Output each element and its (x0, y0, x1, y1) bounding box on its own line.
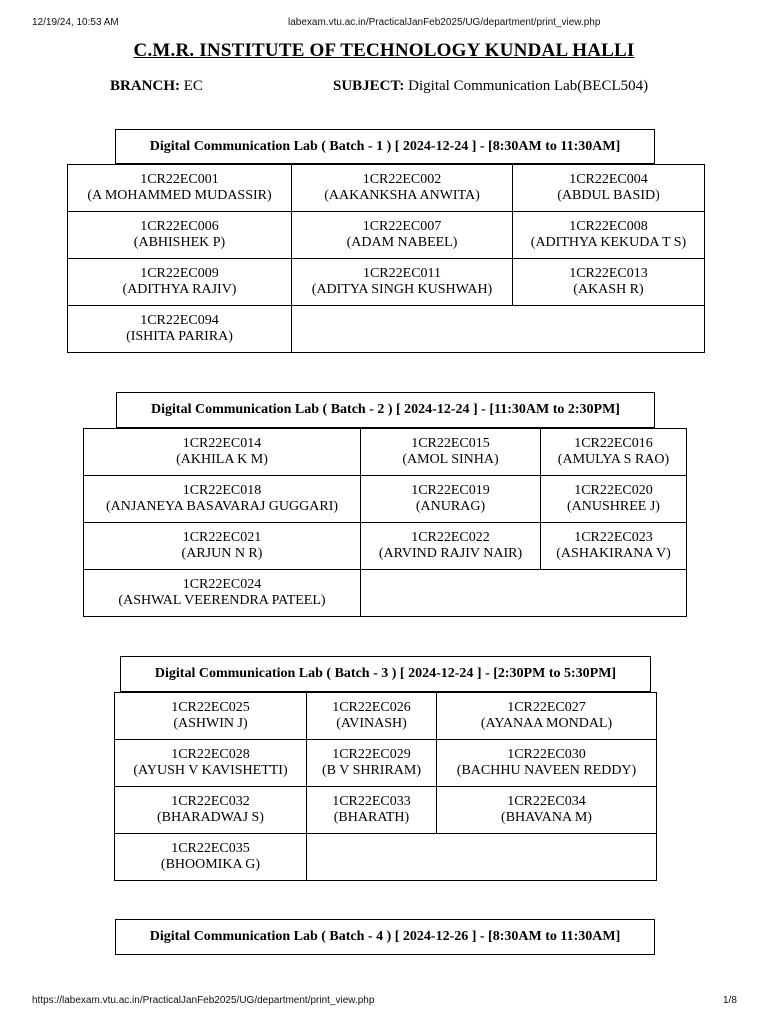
student-cell (307, 787, 437, 834)
student-cell (84, 476, 361, 523)
student-name: (BHOOMIKA G) (160, 857, 261, 872)
table-row (68, 165, 705, 212)
student-cell (307, 740, 437, 787)
student-cell (115, 740, 307, 787)
student-name: (ASHAKIRANA V) (556, 546, 671, 561)
student-name: (ANUSHREE J) (567, 499, 660, 514)
student-cell (68, 259, 292, 306)
table-row (115, 693, 657, 740)
usn: 1CR22EC027 (507, 700, 586, 715)
subject-label: SUBJECT: (333, 78, 405, 94)
student-name: (ADITHYA RAJIV) (122, 282, 237, 297)
student-name: (AKASH R) (573, 282, 644, 297)
student-name: (BHAVANA M) (501, 810, 592, 825)
student-name: (ANURAG) (415, 499, 486, 514)
usn: 1CR22EC030 (507, 747, 586, 762)
usn: 1CR22EC028 (171, 747, 250, 762)
student-name: (AMULYA S RAO) (557, 452, 670, 467)
branch-value: EC (183, 78, 203, 94)
student-name: (ASHWAL VEERENDRA PATEEL) (118, 593, 326, 608)
usn: 1CR22EC022 (411, 530, 490, 545)
usn: 1CR22EC004 (569, 172, 648, 187)
student-cell (84, 523, 361, 570)
usn: 1CR22EC020 (574, 483, 653, 498)
student-name: (B V SHRIRAM) (321, 763, 422, 778)
student-cell (541, 523, 687, 570)
student-name: (ANJANEYA BASAVARAJ GUGGARI) (105, 499, 339, 514)
student-cell (437, 693, 657, 740)
usn: 1CR22EC002 (362, 172, 442, 187)
print-footer-url: https://labexam.vtu.ac.in/PracticalJanFeb2025/UG/department/print_view.php (32, 995, 375, 1006)
student-cell (115, 787, 307, 834)
usn: 1CR22EC021 (182, 530, 262, 545)
usn: 1CR22EC019 (411, 483, 490, 498)
student-name: (AYUSH V KAVISHETTI) (133, 763, 288, 778)
table-row (115, 740, 657, 787)
table-row (68, 306, 705, 353)
batch-table (114, 692, 657, 881)
branch-info (110, 78, 203, 95)
student-name: (BHARADWAJ S) (157, 810, 264, 825)
student-name: (BHARATH) (333, 810, 410, 825)
subject-info (333, 78, 648, 95)
usn: 1CR22EC011 (362, 266, 442, 281)
print-page-title: labexam.vtu.ac.in/PracticalJanFeb2025/UG/department/print_view.php (288, 17, 601, 28)
table-row (84, 429, 687, 476)
student-name: (AAKANKSHA ANWITA) (324, 188, 480, 203)
usn: 1CR22EC008 (569, 219, 648, 234)
student-name: (AYANAA MONDAL) (480, 716, 613, 731)
table-row (84, 570, 687, 617)
usn: 1CR22EC014 (182, 436, 262, 451)
student-name: (A MOHAMMED MUDASSIR) (87, 188, 272, 203)
student-cell (292, 259, 513, 306)
student-cell (68, 306, 292, 353)
student-cell (513, 165, 705, 212)
usn: 1CR22EC032 (171, 794, 250, 809)
student-name: (ADITHYA KEKUDA T S) (530, 235, 687, 250)
batch-heading: Digital Communication Lab ( Batch - 4 ) [ 2024-12-26 ] - [8:30AM to 11:30AM] (115, 919, 655, 955)
student-cell (437, 787, 657, 834)
usn: 1CR22EC033 (332, 794, 411, 809)
usn: 1CR22EC007 (362, 219, 442, 234)
student-cell (541, 429, 687, 476)
student-name: (ABHISHEK P) (133, 235, 226, 250)
student-cell (292, 165, 513, 212)
student-name: (ABDUL BASID) (557, 188, 660, 203)
student-name: (ISHITA PARIRA) (126, 329, 233, 344)
usn: 1CR22EC009 (140, 266, 219, 281)
table-row (115, 787, 657, 834)
student-name: (ARVIND RAJIV NAIR) (378, 546, 523, 561)
table-row (68, 212, 705, 259)
usn: 1CR22EC034 (507, 794, 586, 809)
student-cell (307, 693, 437, 740)
empty-cell (307, 834, 657, 881)
student-cell (361, 476, 541, 523)
student-cell (68, 165, 292, 212)
student-cell (68, 212, 292, 259)
student-name: (ASHWIN J) (173, 716, 248, 731)
usn: 1CR22EC094 (140, 313, 219, 328)
table-row (68, 259, 705, 306)
subject-value: Digital Communication Lab(BECL504) (408, 78, 649, 94)
student-cell (513, 212, 705, 259)
student-cell (115, 693, 307, 740)
batch-table (67, 164, 705, 353)
usn: 1CR22EC029 (332, 747, 411, 762)
batch-table (83, 428, 687, 617)
usn: 1CR22EC001 (140, 172, 219, 187)
batch-heading: Digital Communication Lab ( Batch - 1 ) [ 2024-12-24 ] - [8:30AM to 11:30AM] (115, 129, 655, 164)
student-cell (84, 570, 361, 617)
student-cell (513, 259, 705, 306)
usn: 1CR22EC024 (182, 577, 262, 592)
student-cell (361, 429, 541, 476)
student-name: (ARJUN N R) (181, 546, 263, 561)
usn: 1CR22EC035 (171, 841, 250, 856)
student-cell (84, 429, 361, 476)
student-name: (ADAM NABEEL) (346, 235, 458, 250)
usn: 1CR22EC018 (182, 483, 262, 498)
student-cell (541, 476, 687, 523)
print-page-number: 1/8 (723, 995, 737, 1006)
usn: 1CR22EC006 (140, 219, 219, 234)
student-name: (ADITYA SINGH KUSHWAH) (311, 282, 493, 297)
batch-heading: Digital Communication Lab ( Batch - 3 ) [ 2024-12-24 ] - [2:30PM to 5:30PM] (120, 656, 651, 692)
student-name: (AMOL SINHA) (402, 452, 499, 467)
table-row (84, 523, 687, 570)
usn: 1CR22EC023 (574, 530, 653, 545)
institute-title: C.M.R. INSTITUTE OF TECHNOLOGY KUNDAL HALLI (133, 40, 635, 61)
student-cell (115, 834, 307, 881)
table-row (84, 476, 687, 523)
branch-label: BRANCH: (110, 78, 180, 94)
usn: 1CR22EC015 (411, 436, 490, 451)
table-row (115, 834, 657, 881)
student-cell (437, 740, 657, 787)
usn: 1CR22EC013 (569, 266, 648, 281)
student-name: (AVINASH) (336, 716, 407, 731)
empty-cell (361, 570, 687, 617)
empty-cell (292, 306, 705, 353)
usn: 1CR22EC026 (332, 700, 411, 715)
print-datetime: 12/19/24, 10:53 AM (32, 17, 119, 28)
student-name: (AKHILA K M) (176, 452, 268, 467)
usn: 1CR22EC016 (574, 436, 653, 451)
student-cell (361, 523, 541, 570)
usn: 1CR22EC025 (171, 700, 250, 715)
student-cell (292, 212, 513, 259)
student-name: (BACHHU NAVEEN REDDY) (456, 763, 637, 778)
batch-heading: Digital Communication Lab ( Batch - 2 ) [ 2024-12-24 ] - [11:30AM to 2:30PM] (116, 392, 655, 428)
